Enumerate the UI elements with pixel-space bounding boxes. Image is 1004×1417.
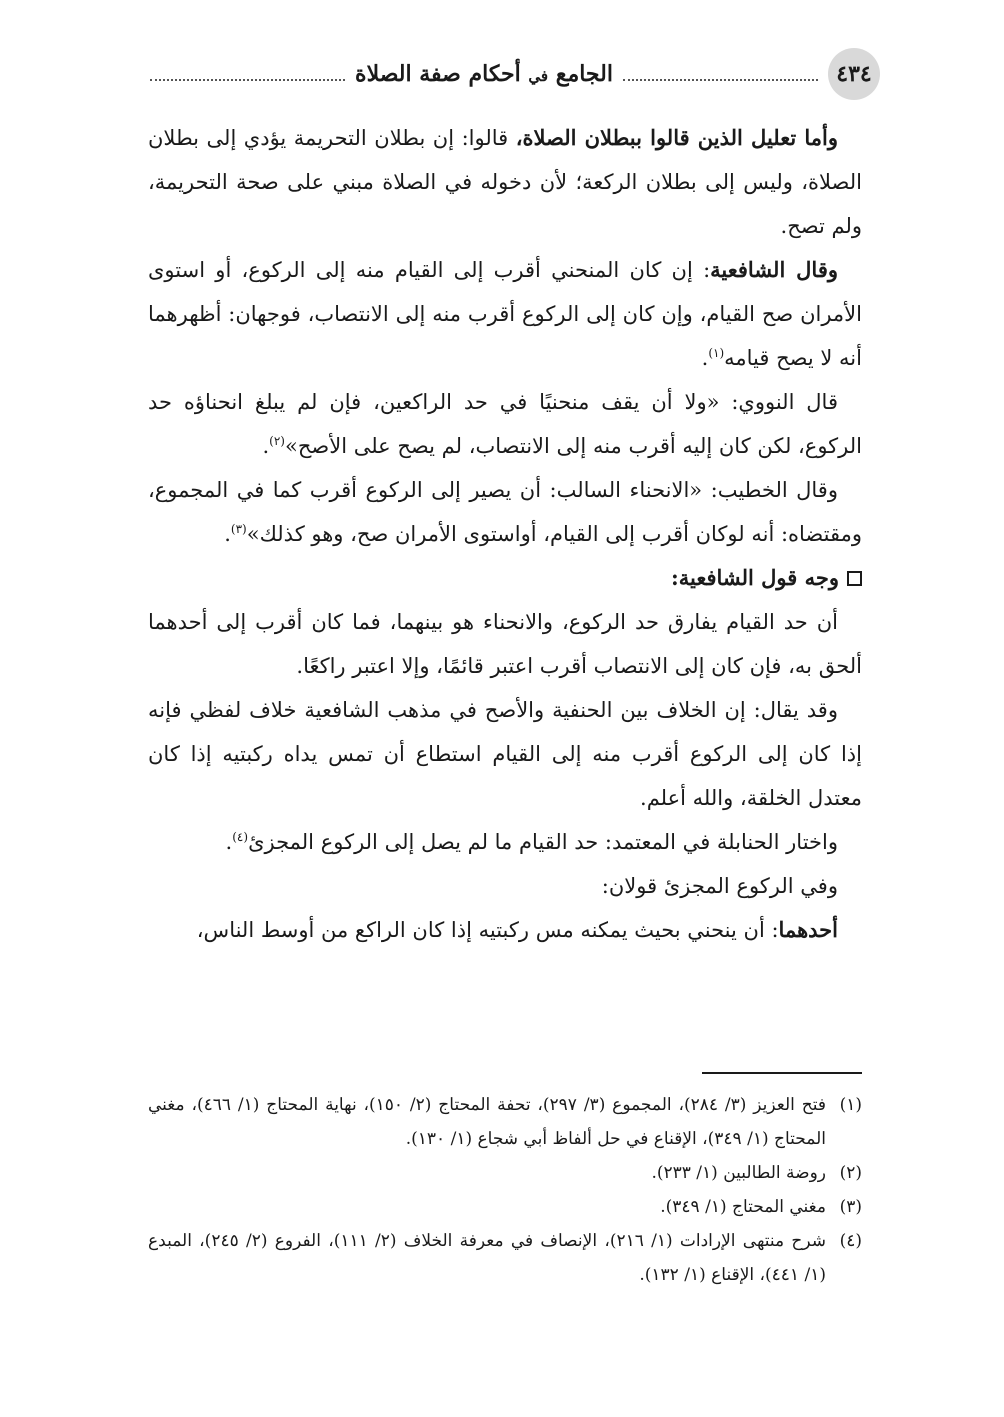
page-number: ٤٣٤ xyxy=(828,48,880,100)
footnote-separator xyxy=(702,1072,862,1074)
header-dotted-leader-left xyxy=(150,79,345,81)
footnote-number: (١) xyxy=(839,1095,862,1115)
footnote-1 xyxy=(148,1088,862,1156)
running-header xyxy=(140,48,880,100)
footnote-4 xyxy=(148,1224,862,1292)
footnote-text: روضة الطالبين (١/ ٢٣٣). xyxy=(651,1163,826,1183)
footnote-number: (٤) xyxy=(839,1231,862,1251)
header-dotted-leader-right xyxy=(623,79,818,81)
paragraph-2 xyxy=(148,248,862,380)
footnote-number: (٢) xyxy=(839,1163,862,1183)
paragraph-5-text: أن حد القيام يفارق حد الركوع، والانحناء هو بينهما، فما كان أقرب إلى أحدهما ألحق به، فإن كان إلى الانتصاب أقرب اعتبر قائمًا، وإلا اعتبر راكعًا. xyxy=(148,610,862,678)
paragraph-1-lead: وأما تعليل الذين قالوا ببطلان الصلاة، xyxy=(515,125,838,150)
book-title-part2: أحكام صفة الصلاة xyxy=(355,61,521,87)
paragraph-7-text: واختار الحنابلة في المعتمد: حد القيام ما لم يصل إلى الركوع المجزئ xyxy=(248,830,838,854)
paragraph-4-end: . xyxy=(224,522,231,546)
paragraph-2-end: . xyxy=(701,346,709,370)
paragraph-8 xyxy=(148,864,862,908)
footnote-ref-1[interactable]: (١) xyxy=(708,346,725,360)
paragraph-7-end: . xyxy=(225,830,233,854)
paragraph-9-text: : أن ينحني بحيث يمكنه مس ركبتيه إذا كان الراكع من أوسط الناس، xyxy=(196,918,779,942)
paragraph-4-text: وقال الخطيب: «الانحناء السالب: أن يصير إلى الركوع أقرب كما في المجموع، ومقتضاه: أنه لوكان أقرب إلى القيام، أواستوى الأمران صح، وهو كذلك» xyxy=(148,478,862,546)
section-heading xyxy=(148,556,862,600)
paragraph-2-text: : إن كان المنحني أقرب إلى القيام منه إلى الركوع، أو استوى الأمران صح القيام، وإن كان إلى الركوع أقرب منه إلى الانتصاب، فوجهان: أظهرهما أنه لا يصح قيامه xyxy=(148,258,862,370)
square-bullet-icon xyxy=(847,571,862,586)
footnote-text: فتح العزيز (٣/ ٢٨٤)، المجموع (٣/ ٢٩٧)، تحفة المحتاج (٢/ ١٥٠)، نهاية المحتاج (١/ ٤٦٦)، مغني المحتاج (١/ ٣٤٩)، الإقناع في حل ألفاظ أبي شجاع (١/ ١٣٠). xyxy=(148,1095,826,1149)
paragraph-6 xyxy=(148,688,862,820)
paragraph-3 xyxy=(148,380,862,468)
footnote-3 xyxy=(148,1190,862,1224)
footnote-ref-2[interactable]: (٢) xyxy=(269,434,285,448)
paragraph-9 xyxy=(148,908,862,952)
paragraph-2-lead: وقال الشافعية xyxy=(710,257,839,282)
footnote-ref-3[interactable]: (٣) xyxy=(230,522,247,536)
paragraph-1-text: قالوا: إن بطلان التحريمة يؤدي إلى بطلان الصلاة، وليس إلى بطلان الركعة؛ لأن دخوله في الصلاة مبني على صحة التحريمة، ولم تصح. xyxy=(148,126,862,238)
footnote-text: شرح منتهى الإرادات (١/ ٢١٦)، الإنصاف في معرفة الخلاف (٢/ ١١١)، الفروع (٢/ ٢٤٥)، المبدع (١/ ٤٤١)، الإقناع (١/ ١٣٢). xyxy=(148,1231,826,1285)
paragraph-4 xyxy=(148,468,862,556)
main-text xyxy=(148,116,862,952)
book-title-part1: الجامع xyxy=(555,61,613,87)
paragraph-3-text: قال النووي: «ولا أن يقف منحنيًا في حد الراكعين، فإن لم يبلغ انحناؤه حد الركوع، لكن كان إليه أقرب منه إلى الانتصاب، لم يصح على الأصح» xyxy=(148,390,862,458)
section-heading-text: وجه قول الشافعية: xyxy=(670,565,839,590)
paragraph-6-text: وقد يقال: إن الخلاف بين الحنفية والأصح في مذهب الشافعية خلاف لفظي فإنه إذا كان إلى الركوع أقرب منه إلى القيام استطاع أن تمس يداه ركبتيه إذا كان معتدل الخلقة، والله أعلم. xyxy=(148,698,862,810)
footnote-number: (٣) xyxy=(839,1197,862,1217)
paragraph-7 xyxy=(148,820,862,864)
footnotes xyxy=(148,1088,862,1292)
footnote-ref-4[interactable]: (٤) xyxy=(232,830,249,844)
book-title xyxy=(355,61,613,87)
footnote-text: مغني المحتاج (١/ ٣٤٩). xyxy=(660,1197,826,1217)
paragraph-3-end: . xyxy=(262,434,270,458)
book-title-fi: في xyxy=(528,67,549,85)
paragraph-8-text: وفي الركوع المجزئ قولان: xyxy=(601,874,838,898)
paragraph-5 xyxy=(148,600,862,688)
paragraph-1 xyxy=(148,116,862,248)
footnote-2 xyxy=(148,1156,862,1190)
paragraph-9-lead: أحدهما xyxy=(778,917,838,942)
